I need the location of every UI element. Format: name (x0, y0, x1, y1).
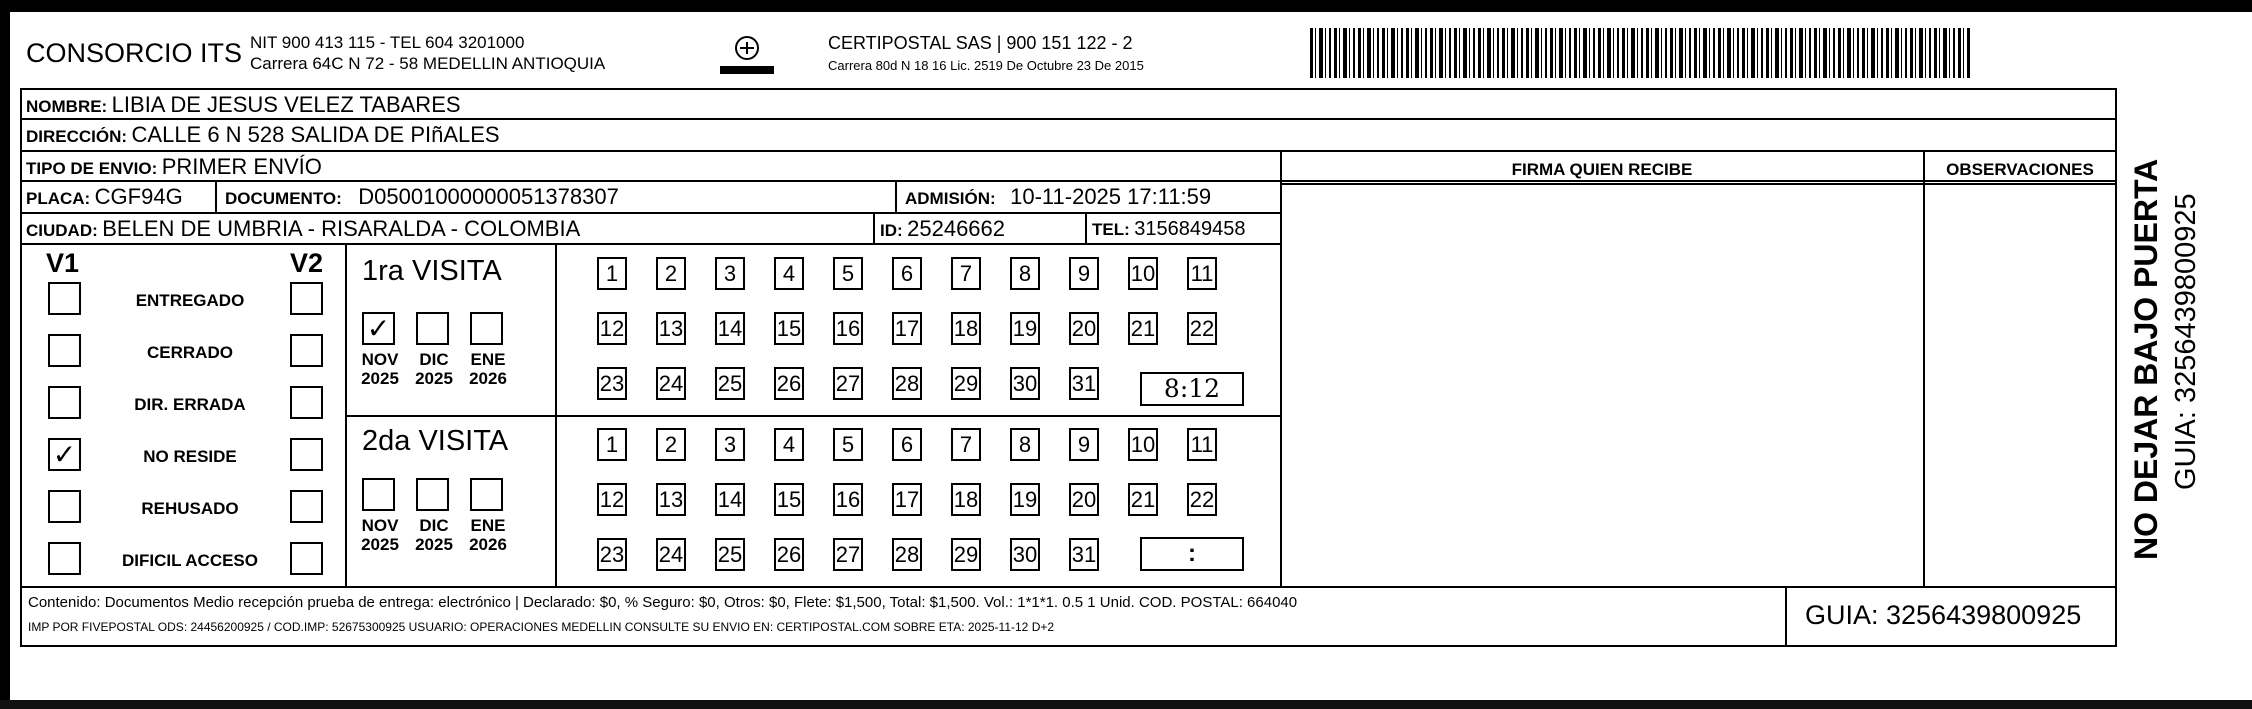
second-visit-year-label: 2025 (415, 535, 453, 554)
first-visit-month-label: DIC (419, 350, 449, 369)
id-label: ID: (880, 221, 903, 240)
first-visit-day-box[interactable]: 19 (1010, 312, 1040, 345)
second-visit-day-box[interactable]: 9 (1069, 428, 1099, 461)
second-visit-day-box[interactable]: 13 (656, 483, 686, 516)
admision-row (905, 184, 1211, 210)
grid-line (1923, 150, 1925, 586)
first-visit-day-box[interactable]: 11 (1187, 257, 1217, 290)
first-visit-day-box[interactable]: 18 (951, 312, 981, 345)
first-visit-day-box[interactable]: 24 (656, 367, 686, 400)
grid-line (20, 180, 2117, 182)
second-visit-month-checkbox[interactable] (470, 478, 503, 511)
first-visit-day-box[interactable]: 21 (1128, 312, 1158, 345)
company-address: Carrera 64C N 72 - 58 MEDELLIN ANTIOQUIA (250, 54, 606, 73)
first-visit-day-box[interactable]: 23 (597, 367, 627, 400)
first-visit-day-box[interactable]: 15 (774, 312, 804, 345)
nombre-row (26, 92, 461, 118)
second-visit-day-box[interactable]: 23 (597, 538, 627, 571)
v1-checkbox[interactable] (48, 490, 81, 523)
grid-line (345, 415, 1280, 417)
second-visit-day-box[interactable]: 11 (1187, 428, 1217, 461)
grid-line (20, 88, 2117, 90)
v2-checkbox[interactable] (290, 334, 323, 367)
second-visit-day-box[interactable]: 5 (833, 428, 863, 461)
ciudad-value: BELEN DE UMBRIA - RISARALDA - COLOMBIA (102, 216, 581, 241)
first-visit-day-box[interactable]: 5 (833, 257, 863, 290)
company-name: CONSORCIO ITS (26, 38, 243, 68)
first-visit-day-box[interactable]: 10 (1128, 257, 1158, 290)
second-visit-day-box[interactable]: 7 (951, 428, 981, 461)
second-visit-day-box[interactable]: 22 (1187, 483, 1217, 516)
second-visit-title: 2da VISITA (362, 425, 509, 457)
ciudad-label: CIUDAD: (26, 221, 98, 240)
second-visit-day-box[interactable]: 24 (656, 538, 686, 571)
grid-line (215, 180, 217, 212)
first-visit-day-box[interactable]: 22 (1187, 312, 1217, 345)
observaciones-header: OBSERVACIONES (1946, 160, 2094, 179)
first-visit-day-box[interactable]: 16 (833, 312, 863, 345)
v1-checkbox[interactable] (48, 542, 81, 575)
grid-line (20, 212, 1280, 214)
documento-value: D05001000000051378307 (358, 184, 619, 209)
first-visit-year-label: 2025 (361, 369, 399, 388)
second-visit-day-box[interactable]: 4 (774, 428, 804, 461)
second-visit-day-box[interactable]: 6 (892, 428, 922, 461)
second-visit-day-box[interactable]: 8 (1010, 428, 1040, 461)
second-visit-day-box[interactable]: 26 (774, 538, 804, 571)
first-visit-month-checkbox[interactable] (362, 312, 395, 345)
second-visit-day-box[interactable]: 20 (1069, 483, 1099, 516)
status-option-label: DIR. ERRADA (134, 395, 246, 414)
second-visit-year-label: 2025 (361, 535, 399, 554)
first-visit-year-label: 2026 (469, 369, 507, 388)
second-visit-day-box[interactable]: 3 (715, 428, 745, 461)
grid-line (1085, 212, 1087, 243)
first-visit-day-box[interactable]: 9 (1069, 257, 1099, 290)
first-visit-month-checkbox[interactable] (416, 312, 449, 345)
first-visit-day-box[interactable]: 28 (892, 367, 922, 400)
grid-line (20, 150, 2117, 152)
first-visit-day-box[interactable]: 31 (1069, 367, 1099, 400)
second-visit-day-box[interactable]: 14 (715, 483, 745, 516)
second-visit-day-box[interactable]: 21 (1128, 483, 1158, 516)
v2-label: V2 (290, 248, 324, 278)
grid-line (345, 243, 347, 586)
second-visit-month-label: DIC (419, 516, 449, 535)
grid-line (20, 243, 1280, 245)
placa-label: PLACA: (26, 189, 91, 208)
grid-line (555, 243, 557, 586)
carrier-address: Carrera 80d N 18 16 Lic. 2519 De Octubre 23 De 2015 (828, 58, 1144, 73)
first-visit-title: 1ra VISITA (362, 255, 502, 287)
tipo-row (26, 154, 322, 180)
second-visit-day-box[interactable]: 18 (951, 483, 981, 516)
grid-line (895, 180, 897, 212)
tipo-value: PRIMER ENVÍO (161, 154, 322, 179)
v1-label: V1 (46, 248, 80, 278)
first-visit-time[interactable] (1140, 372, 1244, 406)
first-visit-day-box[interactable]: 29 (951, 367, 981, 400)
admision-label: ADMISIÓN: (905, 189, 996, 208)
second-visit-time[interactable] (1140, 537, 1244, 571)
second-visit-day-box[interactable]: 27 (833, 538, 863, 571)
first-visit-day-box[interactable]: 7 (951, 257, 981, 290)
company-nit: NIT 900 413 115 - TEL 604 3201000 (250, 33, 525, 52)
first-visit-day-box[interactable]: 6 (892, 257, 922, 290)
status-option-label: REHUSADO (141, 499, 239, 518)
nombre-value: LIBIA DE JESUS VELEZ TABARES (111, 92, 461, 117)
second-visit-day-box[interactable]: 19 (1010, 483, 1040, 516)
barcode (1310, 28, 1970, 78)
grid-line (20, 645, 2117, 647)
carrier-line: CERTIPOSTAL SAS | 900 151 122 - 2 (828, 33, 1133, 53)
id-row (880, 216, 1005, 242)
placa-row (26, 184, 183, 210)
second-visit-year-label: 2026 (469, 535, 507, 554)
v1-checkbox[interactable] (48, 334, 81, 367)
check-mark: ✓ (52, 439, 77, 470)
grid-line (1280, 150, 1282, 586)
tipo-label: TIPO DE ENVIO: (26, 159, 158, 178)
second-visit-day-box[interactable]: 1 (597, 428, 627, 461)
v1-checkbox[interactable] (48, 282, 81, 315)
direccion-label: DIRECCIÓN: (26, 127, 128, 146)
status-option-label: NO RESIDE (143, 447, 237, 466)
certipostal-logo (712, 32, 782, 80)
top-border (0, 0, 2252, 12)
status-option-label: DIFICIL ACCESO (121, 551, 258, 570)
first-visit-time-value: 8:12 (1163, 374, 1221, 403)
first-visit-day-box[interactable]: 30 (1010, 367, 1040, 400)
second-visit-day-box[interactable]: 31 (1069, 538, 1099, 571)
second-visit-day-box[interactable]: 15 (774, 483, 804, 516)
first-visit-month-checkbox[interactable] (470, 312, 503, 345)
grid-line (873, 212, 875, 243)
second-visit-day-box[interactable]: 10 (1128, 428, 1158, 461)
second-visit-day-box[interactable]: 25 (715, 538, 745, 571)
second-visit-month-label: NOV (361, 516, 399, 535)
v2-checkbox[interactable] (290, 438, 323, 471)
first-visit-day-box[interactable]: 13 (656, 312, 686, 345)
footer-guia: GUIA: 3256439800925 (1805, 600, 2082, 630)
side-guia: GUIA: 3256439800925 (2170, 193, 2202, 490)
second-visit-day-box[interactable]: 28 (892, 538, 922, 571)
grid-line (20, 118, 2117, 120)
first-visit-day-box[interactable]: 2 (656, 257, 686, 290)
direccion-row (26, 122, 500, 148)
bottom-border (0, 700, 2252, 709)
first-visit-day-box[interactable]: 27 (833, 367, 863, 400)
first-visit-day-box[interactable]: 12 (597, 312, 627, 345)
direccion-value: CALLE 6 N 528 SALIDA DE PIñALES (131, 122, 500, 147)
v2-checkbox[interactable] (290, 282, 323, 315)
second-visit-day-box[interactable]: 17 (892, 483, 922, 516)
second-visit-day-box[interactable]: 16 (833, 483, 863, 516)
footer-contenido: Contenido: Documentos Medio recepción prueba de entrega: electrónico | Declarado: $0, % Seguro: $0, Otros: $0, Flete: $1,500, Total: $1,500. Vol.: 1*1*1. 0.5 1 Unid. COD. POSTAL: 664040 (28, 594, 1298, 611)
second-visit-day-box[interactable]: 30 (1010, 538, 1040, 571)
first-visit-day-box[interactable]: 14 (715, 312, 745, 345)
second-visit-month-label: ENE (470, 516, 506, 535)
second-visit-day-box[interactable]: 2 (656, 428, 686, 461)
grid-line (1280, 183, 2117, 185)
left-border (0, 0, 10, 709)
first-visit-day-box[interactable]: 17 (892, 312, 922, 345)
tel-label: TEL: (1092, 220, 1130, 239)
grid-line (1785, 586, 1787, 647)
first-visit-day-box[interactable]: 20 (1069, 312, 1099, 345)
ciudad-row (26, 216, 580, 242)
first-visit-day-box[interactable]: 8 (1010, 257, 1040, 290)
tel-value: 3156849458 (1134, 218, 1246, 240)
second-visit-day-box[interactable]: 12 (597, 483, 627, 516)
second-visit-time-value: : (1188, 540, 1196, 567)
documento-row (225, 184, 619, 210)
first-visit-month-label: NOV (361, 350, 399, 369)
firma-header: FIRMA QUIEN RECIBE (1511, 160, 1693, 179)
first-visit-day-box[interactable]: 4 (774, 257, 804, 290)
admision-value: 10-11-2025 17:11:59 (1010, 184, 1212, 209)
v2-checkbox[interactable] (290, 490, 323, 523)
documento-label: DOCUMENTO: (225, 189, 342, 208)
placa-value: CGF94G (94, 184, 183, 209)
grid-line (20, 88, 22, 647)
v2-checkbox[interactable] (290, 386, 323, 419)
footer-imp: IMP POR FIVEPOSTAL ODS: 24456200925 / COD.IMP: 52675300925 USUARIO: OPERACIONES MEDELLIN CONSULTE SU ENVIO EN: CERTIPOSTAL.COM SOBRE ETA: 2025-11-12 D+2 (28, 620, 1055, 634)
first-visit-day-box[interactable]: 3 (715, 257, 745, 290)
second-visit-month-checkbox[interactable] (362, 478, 395, 511)
id-value: 25246662 (907, 216, 1006, 241)
grid-line (2115, 88, 2117, 647)
v1-checkbox[interactable] (48, 386, 81, 419)
nombre-label: NOMBRE: (26, 97, 108, 116)
side-warning: NO DEJAR BAJO PUERTA (2128, 158, 2164, 560)
status-option-label: ENTREGADO (135, 291, 245, 310)
second-visit-day-box[interactable]: 29 (951, 538, 981, 571)
second-visit-month-checkbox[interactable] (416, 478, 449, 511)
tel-row (1092, 218, 1245, 241)
check-mark: ✓ (366, 313, 391, 344)
first-visit-day-box[interactable]: 26 (774, 367, 804, 400)
v1-checkbox[interactable] (48, 438, 81, 471)
first-visit-day-box[interactable]: 25 (715, 367, 745, 400)
first-visit-month-label: ENE (470, 350, 506, 369)
grid-line (20, 586, 2117, 588)
first-visit-day-box[interactable]: 1 (597, 257, 627, 290)
v2-checkbox[interactable] (290, 542, 323, 575)
first-visit-year-label: 2025 (415, 369, 453, 388)
status-option-label: CERRADO (147, 343, 233, 362)
